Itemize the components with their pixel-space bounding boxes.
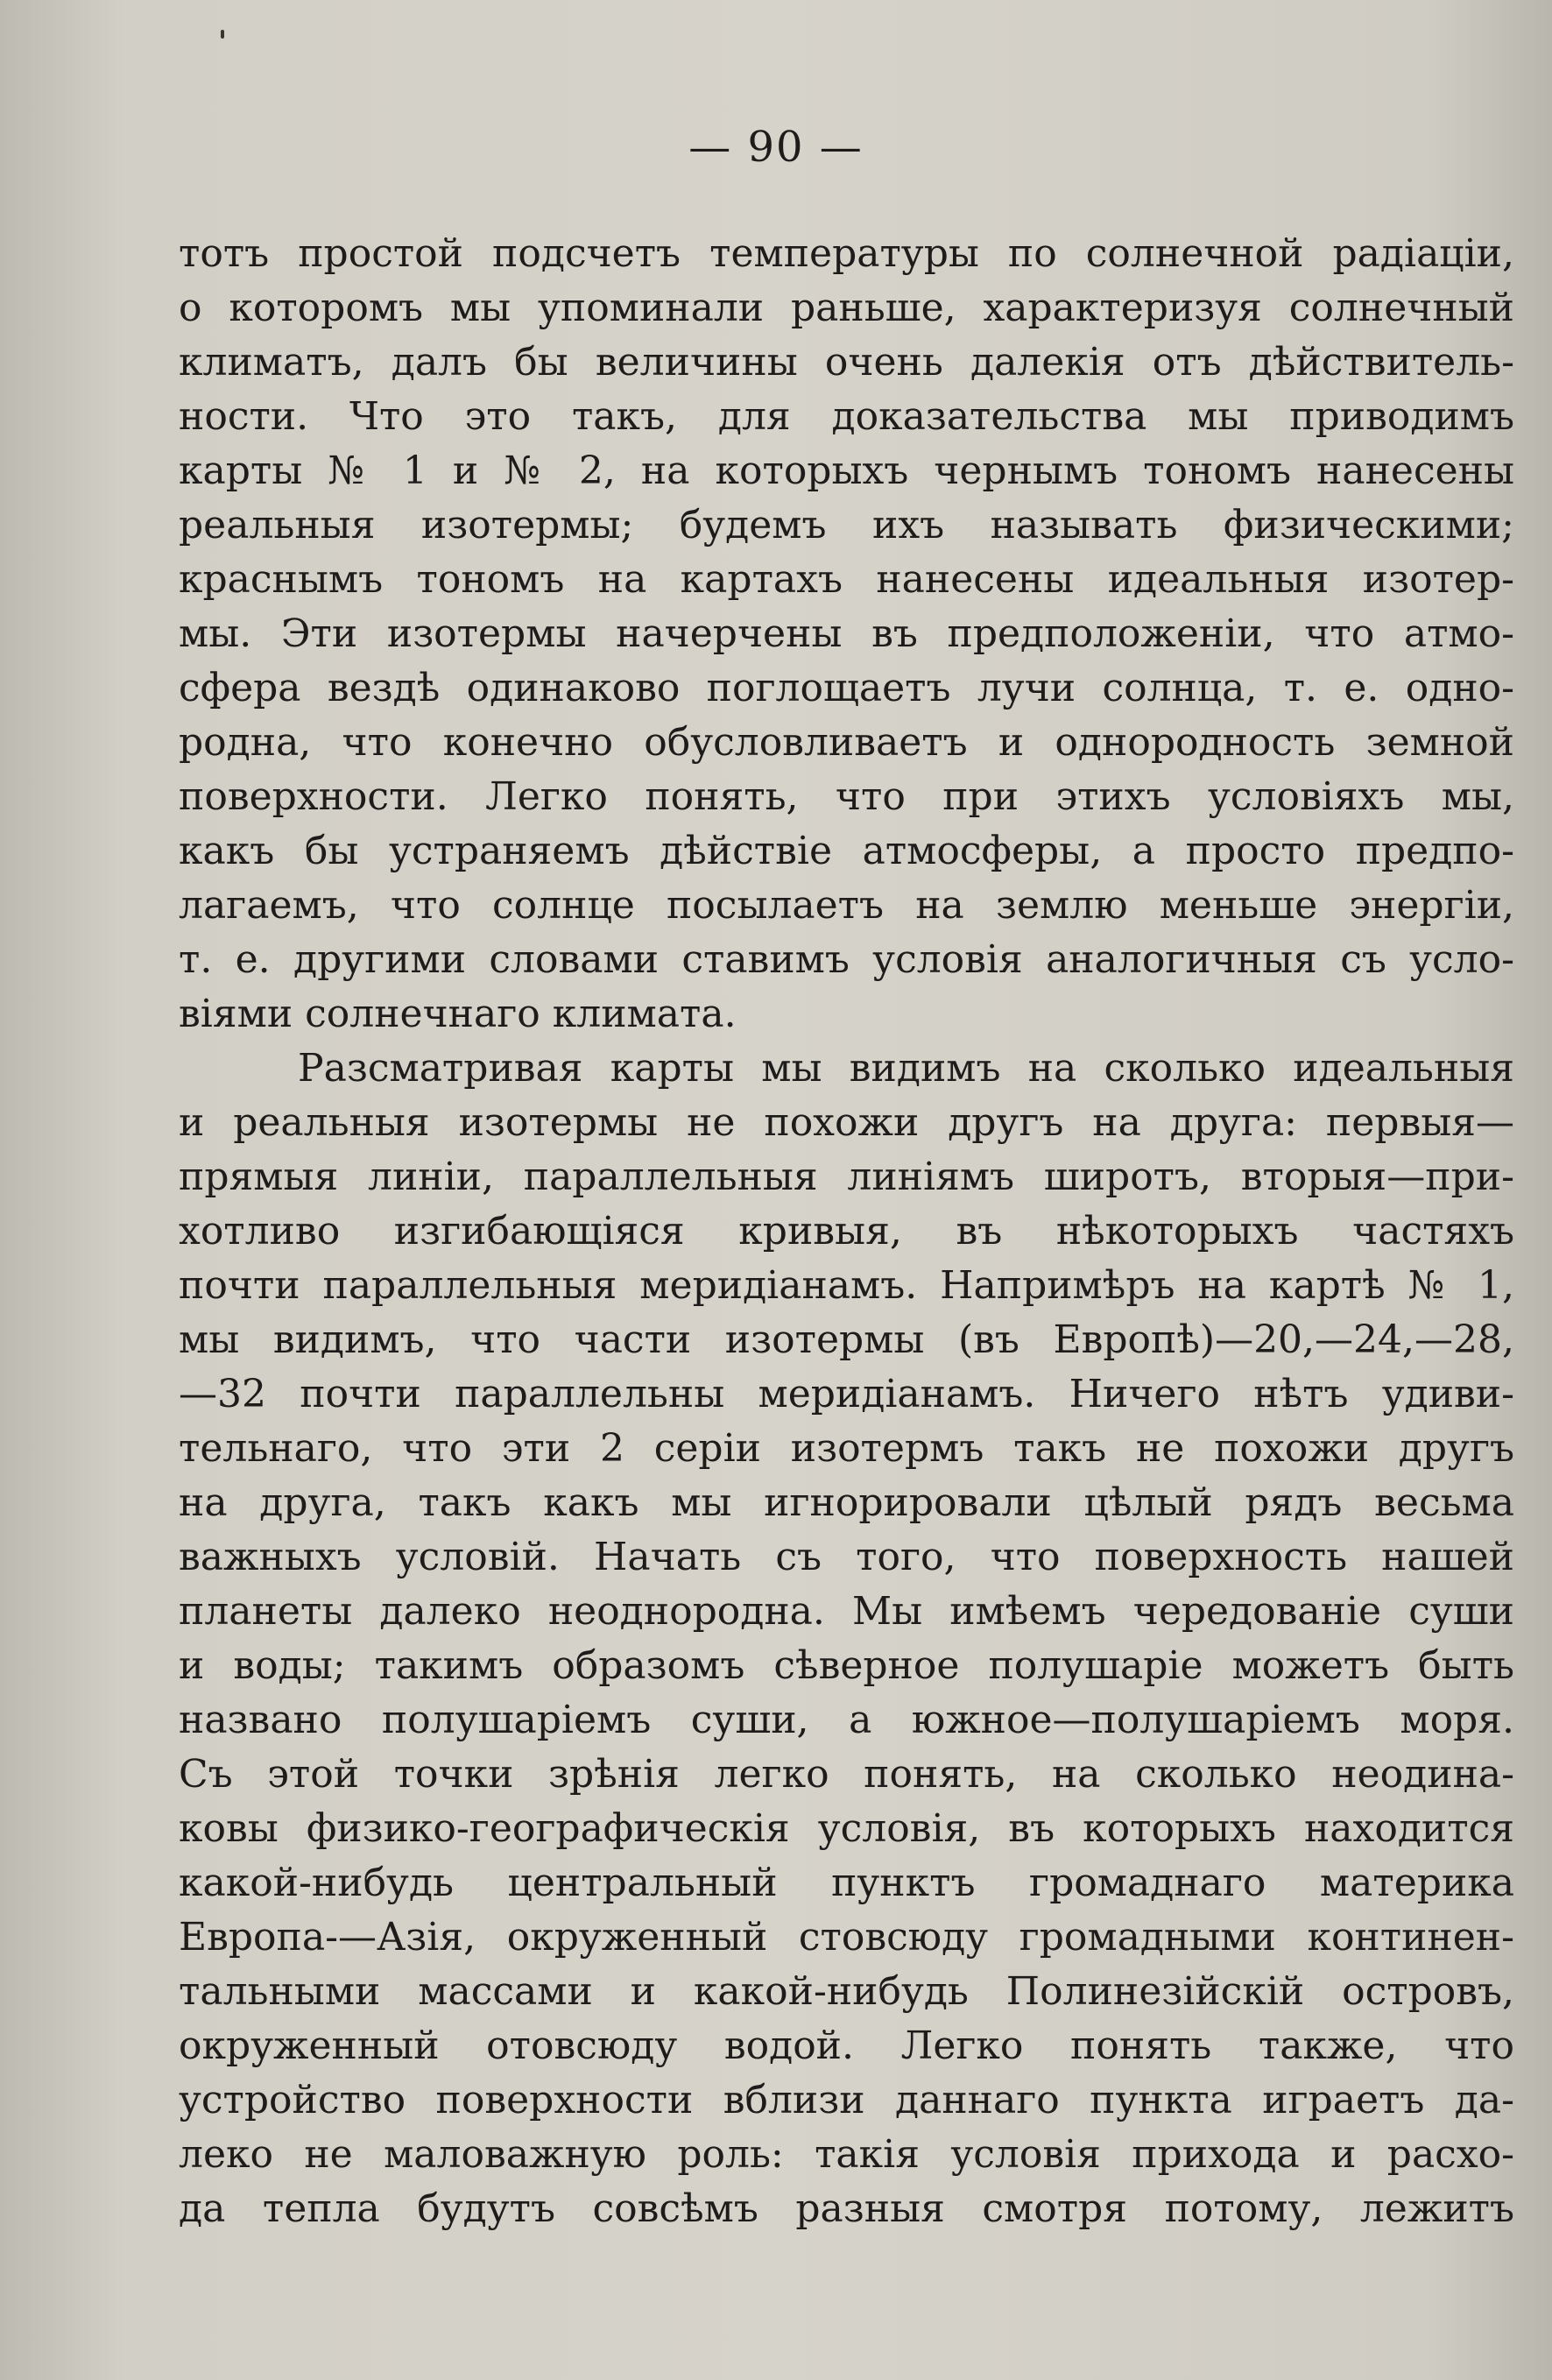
text-line: прямыя линіи, параллельныя линіямъ широтъ, вторыя—при- xyxy=(179,1155,1514,1199)
text-line: карты № 1 и № 2, на которыхъ чернымъ тономъ нанесены xyxy=(179,448,1514,493)
text-line: да тепла будутъ совсѣмъ разныя смотря потому, лежитъ xyxy=(179,2186,1514,2231)
text-line: леко не маловажную роль: такія условія прихода и расхо- xyxy=(179,2132,1514,2177)
text-line: ности. Что это такъ, для доказательства мы приводимъ xyxy=(179,394,1514,439)
text-line: тальными массами и какой-нибудь Полинезійскій островъ, xyxy=(179,1969,1514,2014)
text-line: віями солнечнаго климата. xyxy=(179,992,737,1036)
text-line: мы. Эти изотермы начерчены въ предположеніи, что атмо- xyxy=(179,611,1514,656)
text-line: и воды; такимъ образомъ сѣверное полушаріе можетъ быть xyxy=(179,1643,1514,1688)
text-line: Разсматривая карты мы видимъ на сколько идеальныя xyxy=(298,1046,1514,1091)
text-line: родна, что конечно обусловливаетъ и однородность земной xyxy=(179,720,1514,765)
text-line: окруженный отовсюду водой. Легко понять также, что xyxy=(179,2023,1514,2068)
text-line: Европа-—Азія, окруженный стовсюду громадными континен- xyxy=(179,1915,1514,1960)
page-number: — 90 — xyxy=(688,123,864,172)
text-line: —32 почти параллельны меридіанамъ. Ничего нѣтъ удиви- xyxy=(179,1372,1514,1416)
text-line: климатъ, далъ бы величины очень далекія отъ дѣйствитель- xyxy=(179,340,1514,385)
text-line: планеты далеко неоднородна. Мы имѣемъ чередованіе суши xyxy=(179,1589,1514,1634)
text-line: поверхности. Легко понять, что при этихъ условіяхъ мы, xyxy=(179,774,1514,819)
text-line: названо полушаріемъ суши, а южное—полушаріемъ моря. xyxy=(179,1698,1514,1742)
text-line: хотливо изгибающіяся кривыя, въ нѣкоторыхъ частяхъ xyxy=(179,1209,1514,1254)
ink-speck xyxy=(221,30,224,39)
text-line: устройство поверхности вблизи даннаго пункта играетъ да- xyxy=(179,2078,1514,2122)
text-line: тотъ простой подсчетъ температуры по солнечной радіаціи, xyxy=(179,231,1514,276)
text-line: сфера вездѣ одинаково поглощаетъ лучи солнца, т. е. одно- xyxy=(179,666,1514,710)
text-line: Съ этой точки зрѣнія легко понять, на сколько неодина- xyxy=(179,1752,1514,1797)
text-line: лагаемъ, что солнце посылаетъ на землю меньше энергіи, xyxy=(179,883,1514,928)
text-line: т. е. другими словами ставимъ условія аналогичныя съ усло- xyxy=(179,937,1514,982)
text-line: и реальныя изотермы не похожи другъ на друга: первыя— xyxy=(179,1100,1514,1145)
text-line: почти параллельныя меридіанамъ. Напримѣръ на картѣ № 1, xyxy=(179,1263,1514,1308)
text-line: какой-нибудь центральный пунктъ громаднаго материка xyxy=(179,1861,1514,1905)
text-line: на друга, такъ какъ мы игнорировали цѣлый рядъ весьма xyxy=(179,1480,1514,1525)
text-line: важныхъ условій. Начать съ того, что поверхность нашей xyxy=(179,1535,1514,1579)
text-line: какъ бы устраняемъ дѣйствіе атмосферы, а просто предпо- xyxy=(179,829,1514,873)
text-line: реальныя изотермы; будемъ ихъ называть физическими; xyxy=(179,503,1514,547)
text-line: мы видимъ, что части изотермы (въ Европѣ)—20,—24,—28, xyxy=(179,1317,1514,1362)
text-line: краснымъ тономъ на картахъ нанесены идеальныя изотер- xyxy=(179,557,1514,602)
text-line: ковы физико-географическія условія, въ которыхъ находится xyxy=(179,1806,1514,1851)
text-line: о которомъ мы упоминали раньше, характеризуя солнечный xyxy=(179,286,1514,330)
text-line: тельнаго, что эти 2 серіи изотермъ такъ не похожи другъ xyxy=(179,1426,1514,1471)
